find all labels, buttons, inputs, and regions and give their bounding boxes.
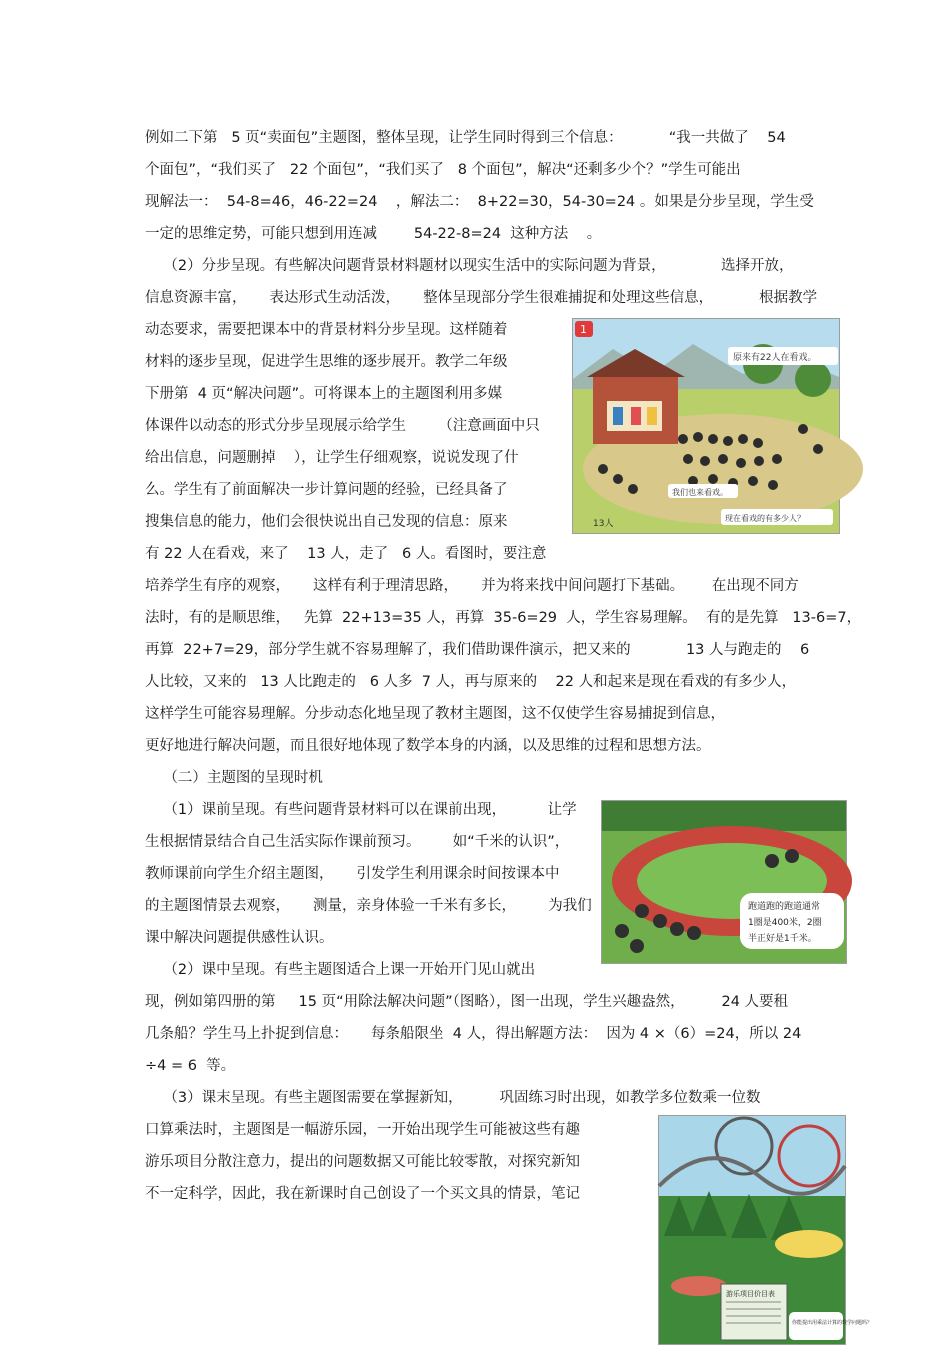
text-line: 有 22 人在看戏，来了 13 人，走了 6 人。看图时，要注意 [145, 546, 547, 562]
text-line: 搜集信息的能力，他们会很快说出自己发现的信息：原来 [145, 514, 508, 530]
text-line: （2）分步呈现。有些解决问题背景材料题材以现实生活中的实际问题为背景， 选择开放， [145, 258, 794, 274]
text-line: 现解法一： 54-8=46，46-22=24 ，解法二： 8+22=30，54-30=24 。如果是分步呈现，学生受 [145, 194, 814, 210]
text-line: 人比较，又来的 13 人比跑走的 6 人多 7 人，再与原来的 22 人和起来是现在看戏的有多少人， [145, 674, 797, 690]
text-line: 法时，有的是顺思维， 先算 22+13=35 人，再算 35-6=29 人，学生容易理解。 有的是先算 13-6=7， [145, 610, 862, 626]
running-track-illustration [601, 800, 847, 964]
text-line: 游乐项目分散注意力，提出的问题数据又可能比较零散，对探究新知 [145, 1154, 580, 1170]
sign-line-2: 1圈是400米，2圈 [748, 918, 822, 928]
bubble-original-viewers: 原来有22人在看戏。 [733, 353, 817, 363]
bubble-newcomers: 我们也来看戏。 [672, 488, 728, 497]
amusement-park-illustration [658, 1115, 873, 1345]
text-line: 信息资源丰富， 表达形式生动活泼， 整体呈现部分学生很难捕捉和处理这些信息， 根据教学 [145, 290, 818, 306]
text-line: 再算 22+7=29，部分学生就不容易理解了，我们借助课件演示，把又来的 13 人与跑走的 6 [145, 642, 810, 658]
text-line: （2）课中呈现。有些主题图适合上课一开始开门见山就出 [145, 962, 536, 978]
text-line: 动态要求，需要把课本中的背景材料分步呈现。这样随着 [145, 322, 508, 338]
text-line: 下册第 4 页“解决问题”。可将课本上的主题图利用多媒 [145, 386, 503, 402]
text-line: 例如二下第 5 页“卖面包”主题图，整体呈现，让学生同时得到三个信息： “我一共做了 54 [145, 130, 786, 146]
sign-line-3: 半正好是1千米。 [748, 934, 817, 944]
text-line: 几条船？学生马上扑捉到信息： 每条船限坐 4 人，得出解题方法： 因为 4 ×（6）=24，所以 24 [145, 1026, 802, 1042]
text-line: 这样学生可能容易理解。分步动态化地呈现了教材主题图，这不仅使学生容易捕捉到信息， [145, 706, 725, 722]
text-line: 教师课前向学生介绍主题图， 引发学生利用课余时间按课本中 [145, 866, 560, 882]
sign-line-1: 跑道跑的跑道通常 [748, 902, 821, 912]
text-line: 现，例如第四册的第 15 页“用除法解决问题”（图略），图一出现，学生兴趣盎然， 24 人要租 [145, 994, 789, 1010]
text-line: 体课件以动态的形式分步呈现展示给学生 （注意画面中只 [145, 418, 540, 434]
people-count-label: 13人 [593, 519, 614, 529]
text-line: 么。学生有了前面解决一步计算问题的经验，已经具备了 [145, 482, 508, 498]
figure-number-badge: 1 [580, 323, 587, 336]
text-line: 培养学生有序的观察， 这样有利于理清思路， 并为将来找中间问题打下基础。 在出现不同方 [145, 578, 799, 594]
bubble-question: 现在看戏的有多少人？ [725, 514, 805, 523]
text-line: 不一定科学，因此，我在新课时自己创设了一个买文具的情景，笔记 [145, 1186, 580, 1202]
price-board-title: 游乐项目价目表 [726, 1290, 775, 1298]
text-line: 更好地进行解决问题，而且很好地体现了数学本身的内涵，以及思维的过程和思想方法。 [145, 738, 711, 754]
text-line: 课中解决问题提供感性认识。 [145, 930, 334, 946]
text-line: （3）课末呈现。有些主题图需要在掌握新知， 巩固练习时出现，如教学多位数乘一位数 [145, 1090, 761, 1106]
text-line: 生根据情景结合自己生活实际作课前预习。 如“千米的认识”， [145, 834, 570, 850]
text-line: 一定的思维定势，可能只想到用连减 54-22-8=24 这种方法 。 [145, 226, 602, 242]
text-line: 口算乘法时，主题图是一幅游乐园，一开始出现学生可能被这些有趣 [145, 1122, 580, 1138]
park-question-bubble: 你能提出用乘法计算的数学问题吗？ [792, 1320, 873, 1326]
text-line: （1）课前呈现。有些问题背景材料可以在课前出现， 让学 [145, 802, 577, 818]
text-line: 的主题图情景去观察， 测量，亲身体验一千米有多长， 为我们 [145, 898, 592, 914]
text-line: （二）主题图的呈现时机 [145, 770, 323, 786]
text-line: ÷4 = 6 等。 [145, 1058, 236, 1074]
text-line: 个面包”，“我们买了 22 个面包”，“我们买了 8 个面包”，解决“还剩多少个？”学生可能出 [145, 162, 741, 178]
text-line: 材料的逐步呈现，促进学生思维的逐步展开。教学二年级 [145, 354, 508, 370]
theater-illustration [572, 318, 840, 534]
text-line: 给出信息，问题删掉 ），让学生仔细观察，说说发现了什 [145, 450, 519, 466]
